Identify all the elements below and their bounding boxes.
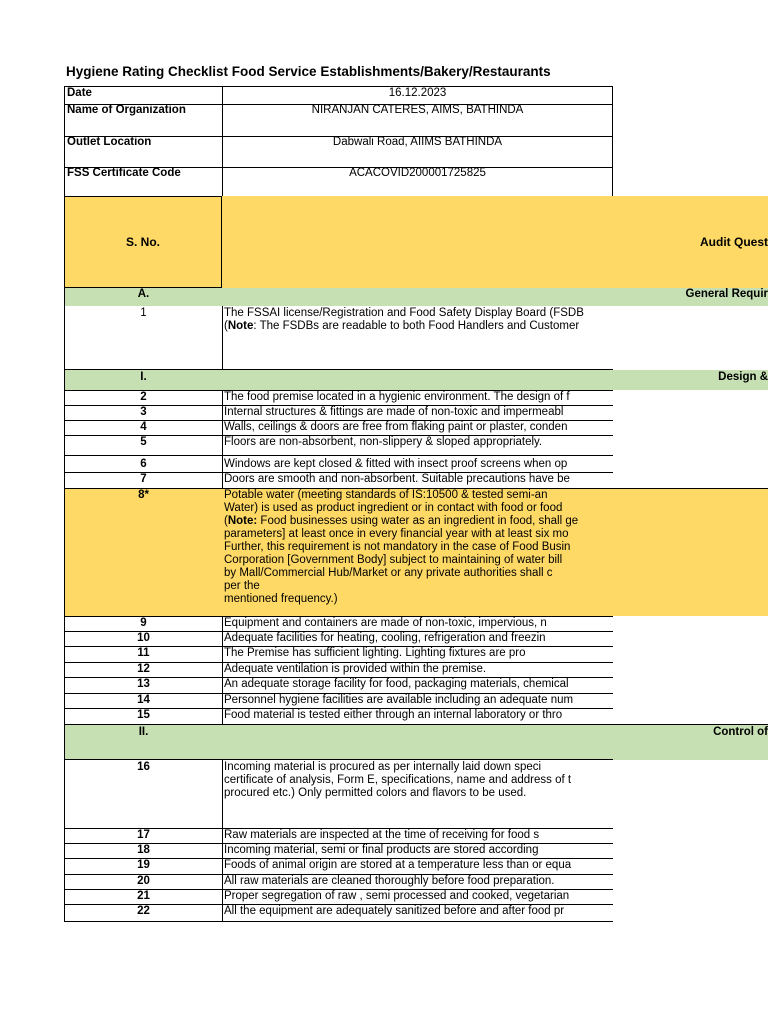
row-7-number: 7	[64, 472, 223, 488]
row-19-question: Foods of animal origin are stored at a temperature less than or equa	[222, 858, 613, 875]
row-8-line-5: Further, this requirement is not mandatory in the case of Food Busin	[224, 541, 571, 553]
row-21-question: Proper segregation of raw , semi processed and cooked, vegetarian	[222, 889, 613, 905]
row-2-question: The food premise located in a hygienic environment. The design of f	[222, 390, 613, 406]
outlet-location-value[interactable]: Dabwali Road, AIIMS BATHINDA	[222, 136, 613, 168]
row-8-question	[222, 488, 768, 616]
row-22-number: 22	[64, 904, 223, 922]
row-21-number: 21	[64, 889, 223, 905]
row-13-number: 13	[64, 677, 223, 694]
row-14-number: 14	[64, 693, 223, 709]
row-8-note-label: Note:	[227, 515, 258, 527]
row-12-question: Adequate ventilation is provided within the premise.	[222, 662, 613, 678]
row-13-question: An adequate storage facility for food, packaging materials, chemical	[222, 677, 613, 694]
row-10-number: 10	[64, 631, 223, 647]
row-8-line-9: mentioned frequency.)	[224, 593, 338, 605]
row-8-line-2: Water) is used as product ingredient or in contact with food or food	[224, 502, 563, 514]
date-value[interactable]: 16.12.2023	[222, 86, 613, 105]
row-16-line-3: procured etc.) Only permitted colors and flavors to be used.	[224, 787, 527, 799]
row-5-number: 5	[64, 435, 223, 455]
section-i-number: I.	[64, 370, 223, 390]
section-i-title: Design &	[222, 370, 768, 390]
row-15-number: 15	[64, 708, 223, 725]
date-label: Date	[64, 86, 223, 105]
row-8-line-6: Corporation [Government Body] subject to maintaining of water bill	[224, 554, 563, 566]
row-8-note-text: Food businesses using water as an ingredient in food, shall ge	[257, 515, 579, 527]
row-16-question	[222, 759, 613, 829]
row-8-line-4: parameters] at least once in every financial year with at least six mo	[224, 528, 569, 540]
row-8-line-8: per the	[224, 580, 260, 592]
section-a-title: General Requir	[222, 288, 768, 306]
row-11-number: 11	[64, 646, 223, 663]
row-18-number: 18	[64, 843, 223, 859]
row-12-number: 12	[64, 662, 223, 678]
row-9-question: Equipment and containers are made of non-toxic, impervious, n	[222, 616, 613, 632]
row-8-line-1: Potable water (meeting standards of IS:10500 & tested semi-an	[224, 489, 548, 501]
section-a-number: A.	[64, 288, 223, 306]
row-1-question	[222, 306, 613, 370]
row-6-number: 6	[64, 455, 223, 473]
row-11-question: The Premise has sufficient lighting. Lighting fixtures are pro	[222, 646, 613, 663]
row-20-question: All raw materials are cleaned thoroughly before food preparation.	[222, 874, 613, 890]
fss-code-value[interactable]: ACACOVID200001725825	[222, 167, 613, 197]
row-8-number: 8*	[64, 488, 223, 616]
organization-label: Name of Organization	[64, 104, 223, 137]
row-1-line-1: The FSSAI license/Registration and Food Safety Display Board (FSDB	[224, 307, 584, 319]
row-4-question: Walls, ceilings & doors are free from flaking paint or plaster, conden	[222, 420, 613, 436]
row-8-line-3: (Note: Food businesses using water as an ingredient in food, shall ge	[224, 515, 579, 527]
outlet-location-label: Outlet Location	[64, 136, 223, 168]
row-22-question: All the equipment are adequately sanitized before and after food pr	[222, 904, 613, 922]
row-4-number: 4	[64, 420, 223, 436]
row-1-note-label: Note	[227, 320, 254, 332]
row-1-paren: (	[224, 320, 228, 332]
section-ii-number: II.	[64, 724, 223, 760]
row-15-question: Food material is tested either through an internal laboratory or thro	[222, 708, 613, 725]
section-ii-title: Control of	[222, 724, 768, 760]
fss-code-label: FSS Certificate Code	[64, 167, 223, 197]
row-16-line-1: Incoming material is procured as per internally laid down speci	[224, 761, 542, 773]
row-10-question: Adequate facilities for heating, cooling, refrigeration and freezin	[222, 631, 613, 647]
row-1-note-text: : The FSDBs are readable to both Food Handlers and Customer	[253, 320, 580, 332]
row-18-question: Incoming material, semi or final products are stored according	[222, 843, 613, 859]
row-7-question: Doors are smooth and non-absorbent. Suitable precautions have be	[222, 472, 613, 488]
row-20-number: 20	[64, 874, 223, 890]
row-14-question: Personnel hygiene facilities are available including an adequate num	[222, 693, 613, 709]
row-2-number: 2	[64, 390, 223, 406]
row-16-number: 16	[64, 759, 223, 829]
row-17-number: 17	[64, 828, 223, 844]
row-1-number: 1	[64, 306, 223, 370]
row-1-line-2	[224, 320, 613, 333]
row-5-question: Floors are non-absorbent, non-slippery & sloped appropriately.	[222, 435, 613, 455]
header-sno: S. No.	[64, 196, 223, 288]
row-3-number: 3	[64, 405, 223, 421]
row-19-number: 19	[64, 858, 223, 875]
row-8-line-7: by Mall/Commercial Hub/Market or any private authorities shall c	[224, 567, 553, 579]
sheet-title: Hygiene Rating Checklist Food Service Establishments/Bakery/Restaurants	[66, 64, 551, 79]
row-9-number: 9	[64, 616, 223, 632]
row-16-line-2: certificate of analysis, Form E, specifications, name and address of t	[224, 774, 572, 786]
row-6-question: Windows are kept closed & fitted with insect proof screens when op	[222, 455, 613, 473]
row-3-question: Internal structures & fittings are made of non-toxic and impermeabl	[222, 405, 613, 421]
row-17-question: Raw materials are inspected at the time of receiving for food s	[222, 828, 613, 844]
header-audit-question: Audit Quest	[222, 196, 768, 288]
organization-value[interactable]: NIRANJAN CATERES, AIMS, BATHINDA	[222, 104, 613, 137]
